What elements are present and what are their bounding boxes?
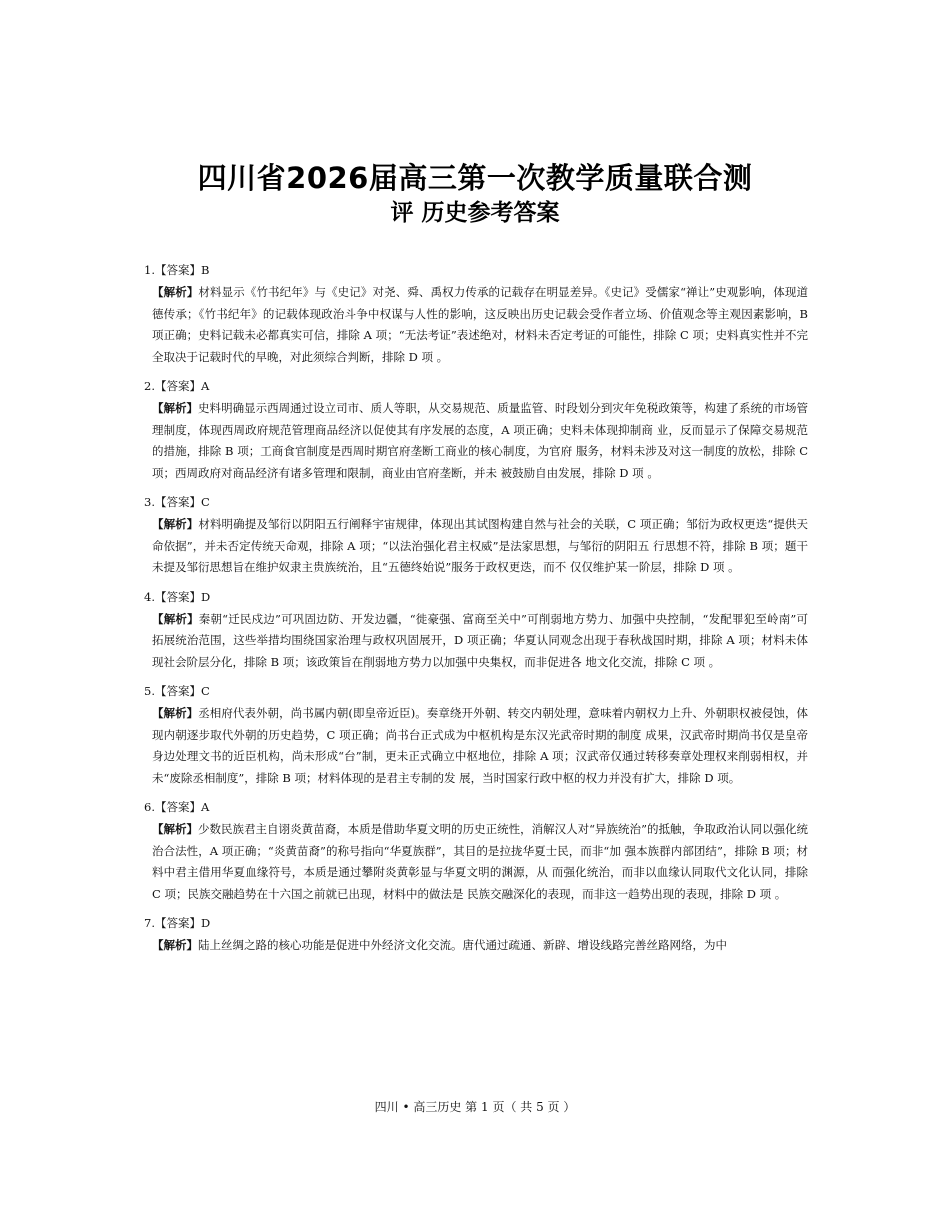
question-list (0, 260, 950, 965)
question-number: 7. (144, 916, 155, 930)
question-number: 3. (144, 495, 155, 509)
answer-line (144, 260, 950, 282)
answer-tag: 【答案】 (154, 495, 201, 509)
analysis-tag: 【解析】 (152, 517, 199, 531)
answer-value: A (200, 800, 210, 814)
question-item (0, 681, 950, 789)
answer-tag: 【答案】 (154, 800, 201, 814)
analysis-paragraph (152, 703, 808, 789)
answer-tag: 【答案】 (154, 684, 201, 698)
analysis-text: 少数民族君主自诩炎黄苗裔，本质是借助华夏文明的历史正统性，消解汉人对“异族统治”的抵触，争取政治认同以强化统治合法性，A 项正确；“炎黄苗裔”的称号指向“华夏族群”，其目的是拉拢华夏士民，而非“加 强本族群内部团结”，排除 B 项；材料中君主借用华夏血缘符号，本质是通过攀附炎黄彰显与华夏文明的渊源，从 而强化统治，而非以血缘认同取代文化认同，排除 C 项；民族交融趋势在十六国之前就已出现，材料中的做法是 民族交融深化的表现，而非这一趋势出现的表现，排除 D 项 。 (152, 822, 809, 901)
answer-value: C (200, 495, 210, 509)
analysis-paragraph (152, 398, 808, 484)
answer-value: D (200, 916, 211, 930)
answer-value: D (200, 589, 211, 604)
answer-line (144, 913, 950, 935)
analysis-tag: 【解析】 (152, 285, 199, 299)
analysis-text: 史料明确显示西周通过设立司市、质人等职，从交易规范、质量监管、时段划分到灾年免税政策等，构建了系统的市场管理制度，体现西周政府规范管理商品经济以促使其有序发展的态度，A 项正确；史料未体现抑制商 业，反而显示了保障交易规范的措施，排除 B 项；工商食官制度是西周时期官府垄断工商业的核心制度，为官府 服务，材料未涉及对这一制度的放松，排除 C 项；西周政府对商品经济有诸多管理和限制，商业由官府垄断，并未 被鼓励自由发展，排除 D 项 。 (152, 401, 809, 480)
answer-line (144, 587, 950, 609)
analysis-paragraph (152, 935, 808, 957)
question-item (0, 797, 950, 905)
page-footer: 四川 • 高三历史 第 1 页（ 共 5 页 ） (374, 1100, 576, 1114)
answer-line (144, 492, 950, 514)
analysis-tag: 【解析】 (152, 401, 199, 415)
analysis-text: 秦朝“迁民戍边”可巩固边防、开发边疆，“徙豪强、富商至关中”可削弱地方势力、加强中央控制，“发配罪犯至岭南”可拓展统治范围，这些举措均围绕国家治理与政权巩固展开，D 项正确；华夏认同观念出现于春秋战国时期，排除 A 项；材料未体现社会阶层分化，排除 B 项；该政策旨在削弱地方势力以加强中央集权，而非促进各 地文化交流，排除 C 项 。 (152, 611, 808, 669)
question-item (0, 492, 950, 579)
answer-tag: 【答案】 (154, 263, 201, 277)
answer-tag: 【答案】 (154, 589, 201, 604)
answer-line (144, 681, 950, 703)
analysis-paragraph (152, 609, 808, 674)
analysis-paragraph (152, 282, 808, 368)
question-number: 4. (144, 589, 155, 604)
document-title-line1: 四川省2026届高三第一次教学质量联合测 (197, 161, 753, 195)
answer-tag: 【答案】 (154, 916, 201, 930)
question-number: 2. (144, 379, 155, 393)
document-title-line2: 评 历史参考答案 (390, 200, 560, 226)
analysis-paragraph (152, 819, 808, 905)
question-item (0, 913, 950, 957)
answer-value: B (200, 263, 210, 277)
analysis-tag: 【解析】 (152, 938, 198, 952)
question-number: 5. (144, 684, 155, 698)
analysis-tag: 【解析】 (152, 706, 199, 720)
answer-line (144, 376, 950, 398)
answer-tag: 【答案】 (154, 379, 201, 393)
analysis-text: 陆上丝绸之路的核心功能是促进中外经济文化交流。唐代通过疏通、新辟、增设线路完善丝路网络，为中 (198, 938, 727, 952)
answer-line (144, 797, 950, 819)
question-number: 6. (144, 800, 155, 814)
question-item (0, 587, 950, 674)
answer-value: C (200, 684, 210, 698)
question-item (0, 260, 950, 368)
question-item (0, 376, 950, 484)
answer-value: A (200, 379, 210, 393)
analysis-tag: 【解析】 (152, 611, 199, 626)
analysis-tag: 【解析】 (152, 822, 199, 836)
analysis-text: 材料显示《竹书纪年》与《史记》对尧、舜、禹权力传承的记载存在明显差异。《史记》受儒家“禅让”史观影响，体现道德传承；《竹书纪年》的记载体现政治斗争中权谋与人性的影响，这反映出历史记载会受作者立场、价值观念等主观因素影响，B 项正确；史料记载未必都真实可信，排除 A 项；“无法考证”表述绝对，材料未否定考证的可能性，排除 C 项；史料真实性并不完全取决于记载时代的早晚，对此须综合判断，排除 D 项 。 (152, 285, 808, 364)
analysis-text: 丞相府代表外朝，尚书属内朝(即皇帝近臣)。奏章绕开外朝、转交内朝处理，意味着内朝权力上升、外朝职权被侵蚀，体现内朝逐步取代外朝的历史趋势，C 项正确；尚书台正式成为中枢机构是东汉光武帝时期的制度 成果，汉武帝时期尚书仅是皇帝身边处理文书的近臣机构，尚未形成“台”制，更未正式确立中枢地位，排除 A 项；汉武帝仅通过转移奏章处理权来削弱相权，并未“废除丞相制度”，排除 B 项；材料体现的是君主专制的发 展，当时国家行政中枢的权力并没有扩大，排除 D 项。 (152, 706, 809, 785)
question-number: 1. (144, 263, 155, 277)
analysis-text: 材料明确提及邹衍以阴阳五行阐释宇宙规律，体现出其试图构建自然与社会的关联，C 项正确；邹衍为政权更迭“提供天命依据”，并未否定传统天命观，排除 A 项；“以法治强化君主权威”是法家思想，与邹衍的阴阳五 行思想不符，排除 B 项；题干未提及邹衍思想旨在维护奴隶主贵族统治，且“五德终始说”服务于政权更迭，而不 仅仅维护某一阶层，排除 D 项 。 (152, 517, 809, 574)
analysis-paragraph (152, 514, 808, 579)
